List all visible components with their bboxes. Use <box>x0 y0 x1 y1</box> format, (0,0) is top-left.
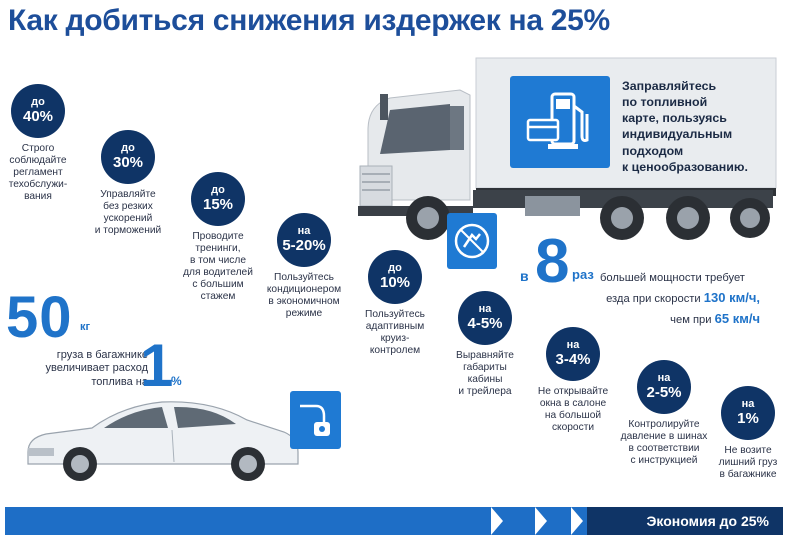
cruise-control-icon <box>452 221 492 261</box>
power-line-2: езда при скорости 130 км/ч, <box>606 289 760 305</box>
power-unit: раз <box>572 267 594 282</box>
page-title: Как добиться снижения издержек на 25% <box>8 4 610 37</box>
tip-text: Проводите тренинги, в том числе для водителей с большим стажем <box>183 231 253 302</box>
cargo-number: 50 <box>6 285 73 350</box>
tip-badge: на 4-5% <box>458 291 512 345</box>
footer-chevron <box>535 507 547 535</box>
power-number: 8 <box>535 227 570 296</box>
fuel-cap-box <box>290 391 341 449</box>
tip-cruise-control <box>355 250 435 357</box>
fuel-pump-box <box>510 76 610 168</box>
footer-bar <box>5 507 783 535</box>
tip-text: Строго соблюдайте регламент техобслужи- вания <box>8 143 68 202</box>
tip-text: Выравняйте габариты кабины и трейлера <box>456 350 514 397</box>
tip-text: Контролируйте давление в шинах в соответствии с инструкцией <box>620 419 708 466</box>
tip-text: Пользуйтесь кондиционером в экономичном режиме <box>266 272 342 319</box>
tip-badge: на 3-4% <box>546 327 600 381</box>
tip-badge: на 2-5% <box>637 360 691 414</box>
tip-cab-trailer <box>445 291 525 398</box>
cargo-percent-number: 1 <box>140 332 174 399</box>
tip-text: Не возите лишний груз в багажнике <box>718 445 778 480</box>
cruise-control-box <box>447 213 497 269</box>
tip-badge: на 1% <box>721 386 775 440</box>
power-line-3: чем при 65 км/ч <box>670 310 760 326</box>
footer-chevron <box>571 507 583 535</box>
tip-tire-pressure <box>614 360 714 467</box>
tip-air-conditioning <box>256 213 352 320</box>
fuel-cap-icon <box>296 398 336 442</box>
tip-maintenance <box>4 84 72 203</box>
cargo-text: груза в багажнике увеличивает расход топлива на <box>45 349 148 388</box>
tip-windows <box>528 327 618 434</box>
power-text <box>600 270 760 330</box>
speed-130: 130 км/ч, <box>703 289 760 305</box>
tip-badge: до 40% <box>11 84 65 138</box>
car-illustration <box>22 392 302 487</box>
tip-badge: до 10% <box>368 250 422 304</box>
tip-text: Не открывайте окна в салоне на большой скорости <box>537 386 609 433</box>
speed-65: 65 км/ч <box>714 310 760 326</box>
tip-text: Управляйте без резких ускорений и торможений <box>94 189 162 236</box>
tip-text: Пользуйтесь адаптивным круиз- контролем <box>365 309 425 356</box>
footer-label: Экономия до 25% <box>646 513 769 529</box>
cargo-percent-sign: % <box>171 374 182 388</box>
fuel-card-icon <box>528 120 558 140</box>
fuel-card-text: Заправляйтесь по топливной карте, пользуясь индивидуальным подходом к ценообразованию. <box>622 79 748 174</box>
fuel-pump-icon <box>520 86 600 158</box>
tip-badge: до 15% <box>191 172 245 226</box>
tip-smooth-driving <box>86 130 170 237</box>
footer-chevron <box>491 507 503 535</box>
tip-badge: на 5-20% <box>277 213 331 267</box>
power-prefix: в <box>520 268 529 284</box>
cargo-unit: кг <box>80 321 91 333</box>
power-line-1: большей мощности требует <box>600 272 745 284</box>
tip-badge: до 30% <box>101 130 155 184</box>
tip-training <box>176 172 260 303</box>
tip-extra-cargo <box>710 386 786 481</box>
